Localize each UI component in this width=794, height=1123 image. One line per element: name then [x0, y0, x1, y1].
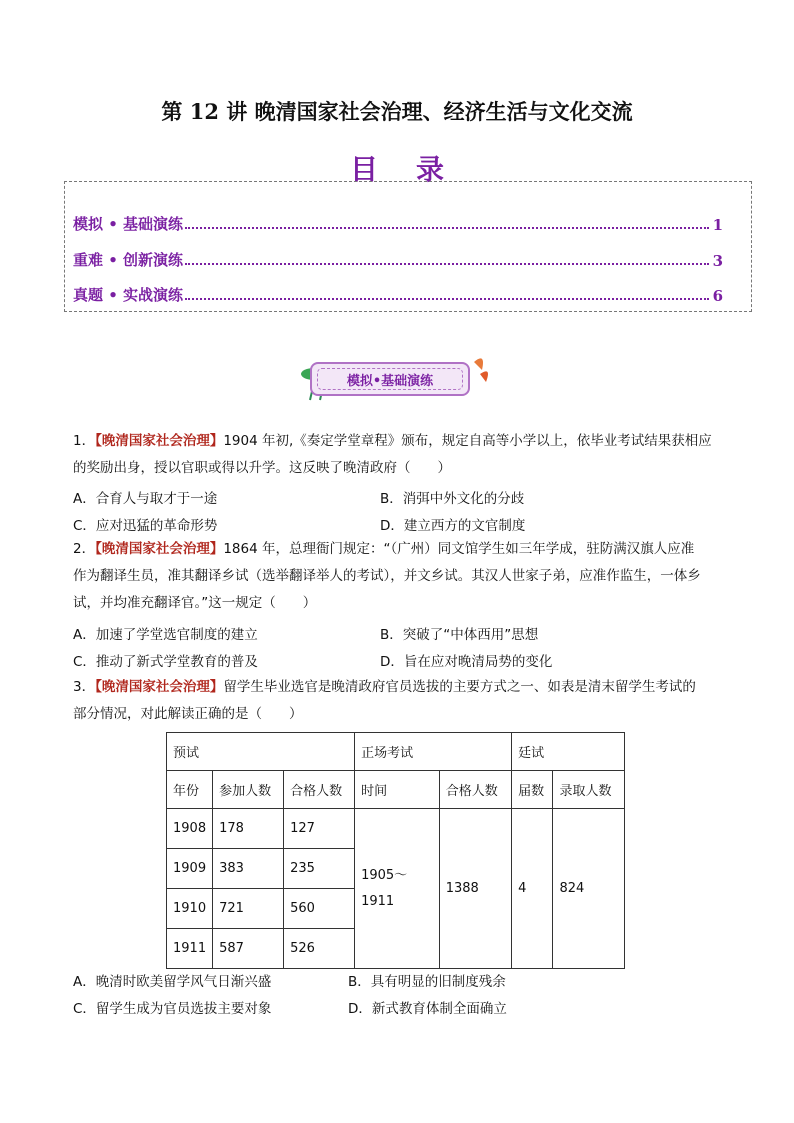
table-merged-sessions: 4 — [512, 809, 553, 969]
table-merged-admitted: 824 — [553, 809, 625, 969]
table-header: 年份 — [167, 771, 213, 809]
question-tag: 【晚清国家社会治理】 — [95, 679, 224, 695]
question-tag: 【晚清国家社会治理】 — [95, 433, 224, 449]
table-row: 1909 383 235 — [167, 849, 625, 889]
table-group-header: 正场考试 — [355, 733, 512, 771]
table-of-contents — [64, 181, 752, 312]
page-title: 第 12 讲 晚清国家社会治理、经济生活与文化交流 — [161, 99, 633, 124]
table-header: 时间 — [355, 771, 440, 809]
question-2: 2．【晚清国家社会治理】1864 年，总理衙门规定：“（广州）同文馆学生如三年学成，驻防满汉旗人应准 作为翻译生员，准其翻译乡试（选举翻译举人的考试），并文乡试。其汉人世家子弟，应准作监生，一体乡 试，并均准充翻译官。”这一规定（ ） — [73, 541, 701, 611]
option-b[interactable]: B．具有明显的旧制度残余 — [348, 974, 506, 990]
table-merged-passed: 1388 — [439, 809, 511, 969]
section-banner — [296, 352, 496, 404]
option-d[interactable]: D．旨在应对晚清局势的变化 — [380, 654, 553, 670]
table-header: 参加人数 — [213, 771, 284, 809]
table-header: 合格人数 — [439, 771, 511, 809]
table-merged-time: 1905～1911 — [355, 809, 440, 969]
exam-data-table — [166, 732, 625, 969]
question-1: 1．【晚清国家社会治理】1904 年初,《奏定学堂章程》颁布，规定自高等小学以上，依毕业考试结果获相应 的奖励出身，授以官职或得以升学。这反映了晚清政府（ ） — [73, 433, 712, 476]
toc-item-page: 6 — [712, 287, 723, 305]
option-a[interactable]: A．加速了学堂选官制度的建立 — [73, 627, 258, 643]
toc-item[interactable] — [73, 283, 723, 305]
option-c[interactable]: C．推动了新式学堂教育的普及 — [73, 654, 258, 670]
table-header: 合格人数 — [284, 771, 355, 809]
option-d[interactable]: D．新式教育体制全面确立 — [348, 1001, 507, 1017]
table-header: 录取人数 — [553, 771, 625, 809]
toc-leader-dots — [185, 298, 709, 300]
toc-item[interactable] — [73, 248, 723, 270]
toc-heading: 目录 — [349, 153, 482, 186]
table-group-header: 预试 — [167, 733, 355, 771]
option-a[interactable]: A．合育人与取才于一途 — [73, 491, 218, 507]
option-c[interactable]: C．应对迅猛的革命形势 — [73, 518, 218, 534]
option-c[interactable]: C．留学生成为官员选拔主要对象 — [73, 1001, 272, 1017]
table-row: 1910 721 560 — [167, 889, 625, 929]
table-row: 1911 587 526 — [167, 929, 625, 969]
table-row: 1908 178 127 1905～1911 1388 4 824 — [167, 809, 625, 849]
toc-leader-dots — [185, 227, 709, 229]
table-row — [167, 733, 625, 771]
toc-item[interactable] — [73, 212, 723, 234]
toc-item-page: 3 — [712, 252, 723, 270]
section-banner-label: 模拟•基础演练 — [317, 368, 463, 390]
toc-item-label: 真题 • 实战演练 — [73, 286, 184, 304]
table-group-header: 廷试 — [512, 733, 625, 771]
toc-leader-dots — [185, 263, 709, 265]
question-tag: 【晚清国家社会治理】 — [95, 541, 224, 557]
option-a[interactable]: A．晚清时欧美留学风气日渐兴盛 — [73, 974, 272, 990]
option-d[interactable]: D．建立西方的文官制度 — [380, 518, 526, 534]
question-3: 3．【晚清国家社会治理】留学生毕业选官是晚清政府官员选拔的主要方式之一、如表是清末留学生考试的 部分情况，对此解读正确的是（ ） — [73, 679, 696, 722]
toc-item-label: 模拟 • 基础演练 — [73, 215, 184, 233]
table-header: 届数 — [512, 771, 553, 809]
option-b[interactable]: B．突破了“中体西用”思想 — [380, 627, 539, 643]
option-b[interactable]: B．消弭中外文化的分歧 — [380, 491, 525, 507]
table-row — [167, 771, 625, 809]
toc-item-page: 1 — [712, 216, 723, 234]
toc-item-label: 重难 • 创新演练 — [73, 251, 184, 269]
